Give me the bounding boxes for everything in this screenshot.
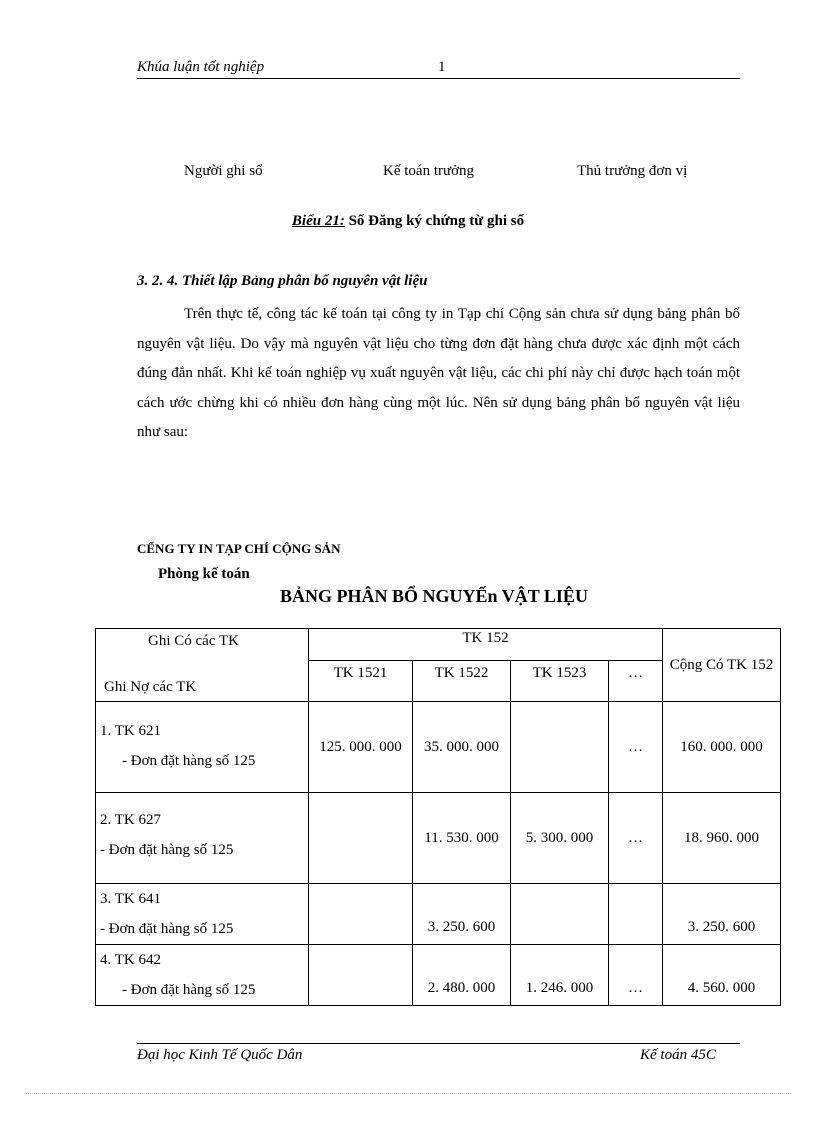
- table-row: [96, 884, 781, 945]
- sub-header-1521: TK 1521: [309, 661, 413, 702]
- row-account: 3. TK 641: [100, 891, 161, 907]
- cell-value: 2. 480. 000: [413, 945, 511, 1006]
- corner-credit-label: Ghi Có các TK: [148, 633, 239, 649]
- cell-value: …: [609, 702, 663, 793]
- table-row: [96, 702, 781, 793]
- signature-recorder: Người ghi sổ: [184, 163, 263, 179]
- cell-value: 3. 250. 600: [413, 884, 511, 945]
- caption-label: Biểu 21:: [291, 213, 345, 229]
- footer-left-text: Đại học Kinh Tế Quốc Dân: [137, 1047, 303, 1063]
- cell-value: [511, 702, 609, 793]
- figure-caption: [0, 213, 816, 230]
- cell-value: …: [609, 945, 663, 1006]
- cell-value: 1. 246. 000: [511, 945, 609, 1006]
- cell-value: [511, 884, 609, 945]
- paragraph-text: Trên thực tế, công tác kế toán tại công ty in Tạp chí Cộng sản chưa sử dụng bảng phân bổ nguyên vật liệu. Do vậy mà nguyên vật liệu cho từng đơn đặt hàng chưa được xác định một cách đúng đắn nhất. Khi kế toán nghiệp vụ xuất nguyên vật liệu, các chi phí này chỉ được hạch toán một cách ước chừng khi có nhiều đơn hàng cùng một lúc. Nên sử dụng bảng phân bổ nguyên vật liệu như sau:: [137, 306, 740, 440]
- row-detail: - Đơn đặt hàng số 125: [122, 982, 256, 998]
- row-account: 4. TK 642: [100, 952, 161, 968]
- row-account-cell: [96, 702, 309, 793]
- table-corner-cell: [96, 629, 309, 702]
- table-row: [96, 793, 781, 884]
- signature-chief-accountant: Kế toán trưởng: [383, 163, 475, 179]
- page-break-line: [25, 1093, 791, 1094]
- company-name: CẾNG TY IN TẠP CHÍ CỘNG SẢN: [137, 541, 341, 556]
- cell-total: 4. 560. 000: [663, 945, 781, 1006]
- sub-header-more: …: [609, 661, 663, 702]
- cell-value: 125. 000. 000: [309, 702, 413, 793]
- header-rule: [137, 78, 740, 79]
- allocation-table: [95, 628, 781, 1006]
- cell-total: 18. 960. 000: [663, 793, 781, 884]
- row-account-cell: [96, 884, 309, 945]
- row-account: 1. TK 621: [100, 723, 161, 739]
- row-detail: - Đơn đặt hàng số 125: [100, 921, 234, 937]
- row-account-cell: [96, 945, 309, 1006]
- row-account: 2. TK 627: [100, 812, 161, 828]
- body-paragraph: [137, 300, 740, 448]
- cell-value: [309, 884, 413, 945]
- row-detail: - Đơn đặt hàng số 125: [122, 753, 256, 769]
- sub-header-1523: TK 1523: [511, 661, 609, 702]
- table-title: BẢNG PHÂN BỔ NGUYẾn VẬT LIỆU: [280, 586, 588, 606]
- group-header-tk152: TK 152: [309, 629, 663, 661]
- cell-total: 3. 250. 600: [663, 884, 781, 945]
- footer-right-text: Kế toán 45C: [640, 1047, 716, 1063]
- caption-text: Sổ Đăng ký chứng từ ghi sổ: [344, 213, 525, 229]
- cell-value: 35. 000. 000: [413, 702, 511, 793]
- cell-value: 5. 300. 000: [511, 793, 609, 884]
- cell-total: 160. 000. 000: [663, 702, 781, 793]
- cell-value: [609, 884, 663, 945]
- cell-value: [309, 793, 413, 884]
- row-detail: - Đơn đặt hàng số 125: [100, 842, 234, 858]
- header-left-text: Khúa luận tốt nghiệp: [137, 59, 265, 75]
- cell-value: [309, 945, 413, 1006]
- sub-header-1522: TK 1522: [413, 661, 511, 702]
- signature-unit-head: Thủ trưởng đơn vị: [577, 163, 688, 179]
- corner-debit-label: Ghi Nợ các TK: [104, 679, 197, 695]
- table-row: [96, 945, 781, 1006]
- footer-rule: [137, 1043, 740, 1044]
- section-heading: 3. 2. 4. Thiết lập Bảng phân bổ nguyên vật liệu: [137, 273, 428, 289]
- row-account-cell: [96, 793, 309, 884]
- total-header: Cộng Có TK 152: [663, 629, 781, 702]
- page-number: 1: [438, 59, 446, 75]
- cell-value: …: [609, 793, 663, 884]
- department-name: Phòng kế toán: [158, 566, 250, 582]
- cell-value: 11. 530. 000: [413, 793, 511, 884]
